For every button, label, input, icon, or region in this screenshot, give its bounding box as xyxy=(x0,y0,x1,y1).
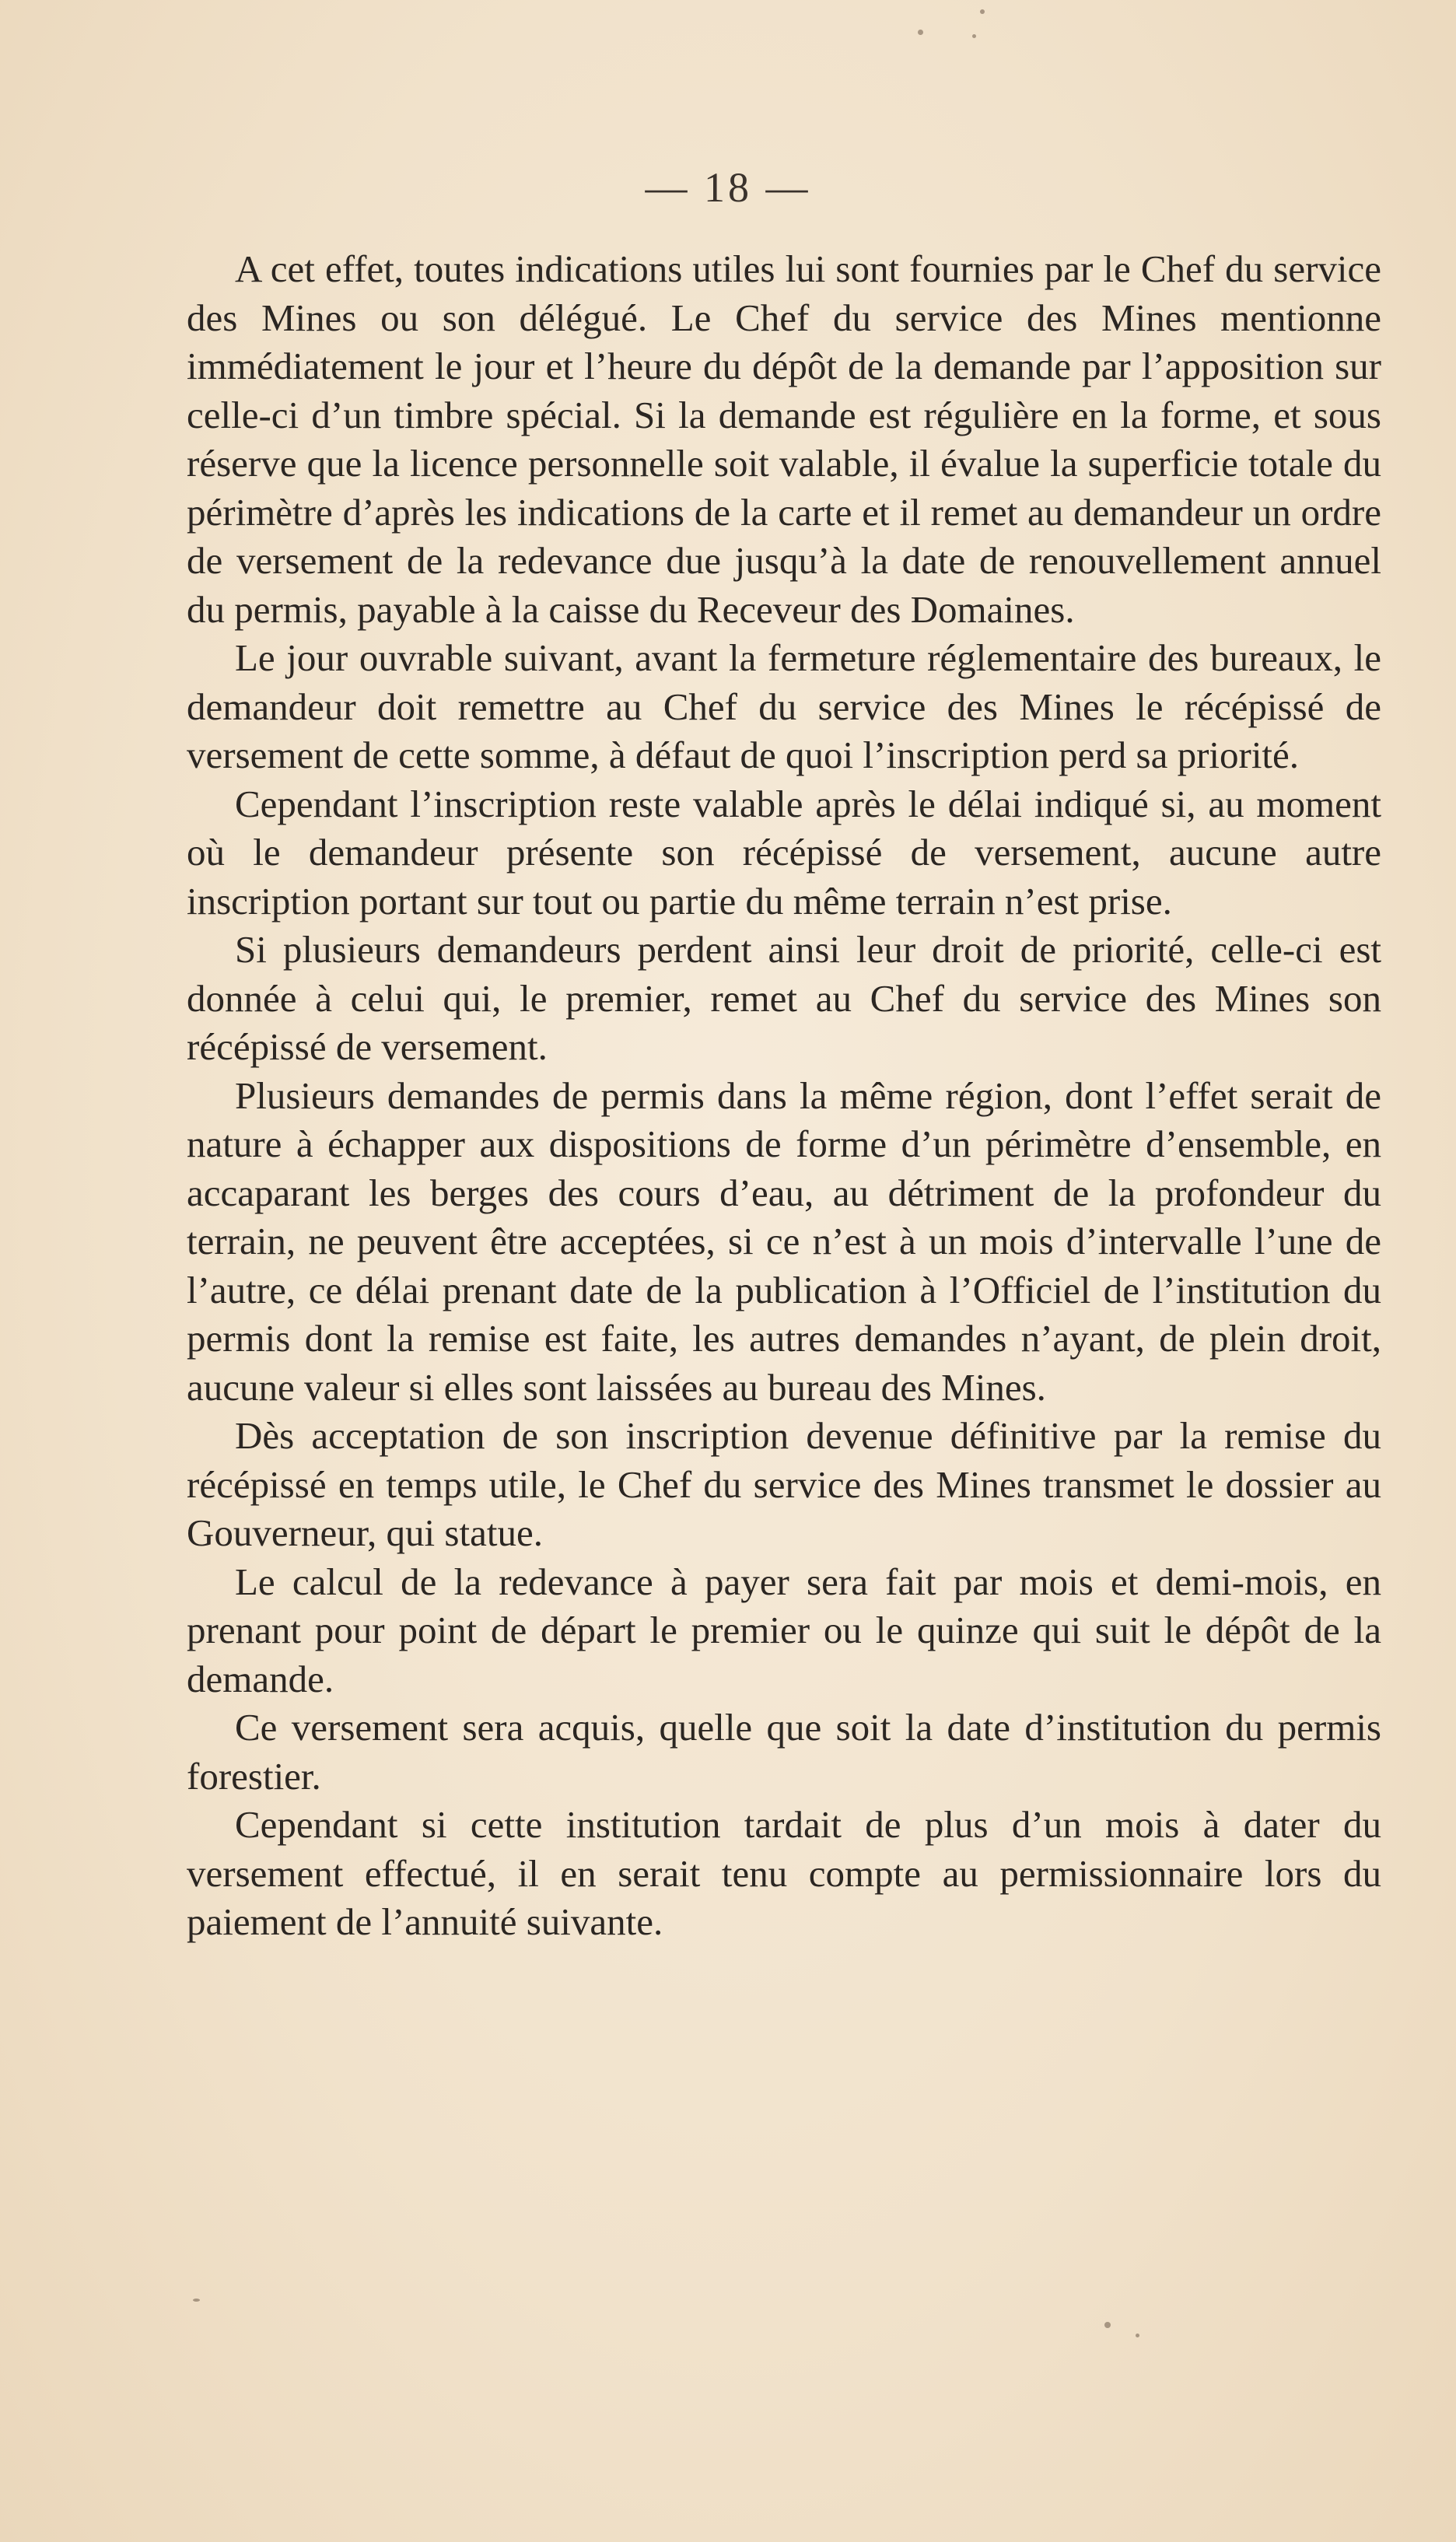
paragraph-1: A cet effet, toutes indications utiles lui sont fournies par le Chef du service des Mines ou son délégué. Le Chef du service des Mines mentionne immédiatement le jour et l’heure du dépôt de la demande par l’apposition sur celle-ci d’un timbre spécial. Si la demande est régulière en la forme, et sous réserve que la licence personnelle soit valable, il évalue la superficie totale du périmètre d’après les indications de la carte et il remet au demandeur un ordre de versement de la redevance due jusqu’à la date de renouvellement annuel du permis, payable à la caisse du Receveur des Domaines. xyxy=(187,247,1381,631)
paragraph-2: Le jour ouvrable suivant, avant la fermeture réglementaire des bureaux, le demandeur doit remettre au Chef du service des Mines le récépissé de versement de cette somme, à défaut de quoi l’inscription perd sa priorité. xyxy=(187,636,1381,776)
paper-speck xyxy=(193,2299,200,2302)
paragraph-6: Dès acceptation de son inscription devenue définitive par la remise du récépissé en temps utile, le Chef du service des Mines transmet le dossier au Gouverneur, qui statue. xyxy=(187,1414,1381,1554)
paragraph-8: Ce versement sera acquis, quelle que soit la date d’institution du permis forestier. xyxy=(187,1706,1381,1798)
paragraph-3: Cependant l’inscription reste valable après le délai indiqué si, au moment où le demandeur présente son récépissé de versement, aucune autre inscription portant sur tout ou partie du même terrain n’est prise. xyxy=(187,782,1381,923)
paragraph-4: Si plusieurs demandeurs perdent ainsi leur droit de priorité, celle-ci est donnée à celui qui, le premier, remet au Chef du service des Mines son récépissé de versement. xyxy=(187,928,1381,1068)
paragraph-9: Cependant si cette institution tardait de plus d’un mois à dater du versement effectué, il en serait tenu compte au permissionnaire lors du paiement de l’annuité suivante. xyxy=(187,1803,1381,1943)
paragraph-5: Plusieurs demandes de permis dans la même région, dont l’effet serait de nature à échapper aux dispositions de forme d’un périmètre d’ensemble, en accaparant les berges des cours d’eau, au détriment de la profondeur du terrain, ne peuvent être acceptées, si ce n’est à un mois d’intervalle l’une de l’autre, ce délai prenant date de la publication à l’Officiel de l’institution du permis dont la remise est faite, les autres demandes n’ayant, de plein droit, aucune valeur si elles sont laissées au bureau des Mines. xyxy=(187,1073,1381,1409)
paper-speck xyxy=(1136,2334,1139,2337)
paragraph-7: Le calcul de la redevance à payer sera fait par mois et demi-mois, en prenant pour point de départ le premier ou le quinze qui suit le dépôt de la demande. xyxy=(187,1560,1381,1700)
paper-speck xyxy=(918,30,923,35)
body-text xyxy=(187,245,1381,1947)
paper-speck xyxy=(1104,2322,1111,2328)
paper-speck xyxy=(980,9,985,14)
page-number: — 18 — xyxy=(645,164,811,211)
paper-speck xyxy=(972,34,976,38)
